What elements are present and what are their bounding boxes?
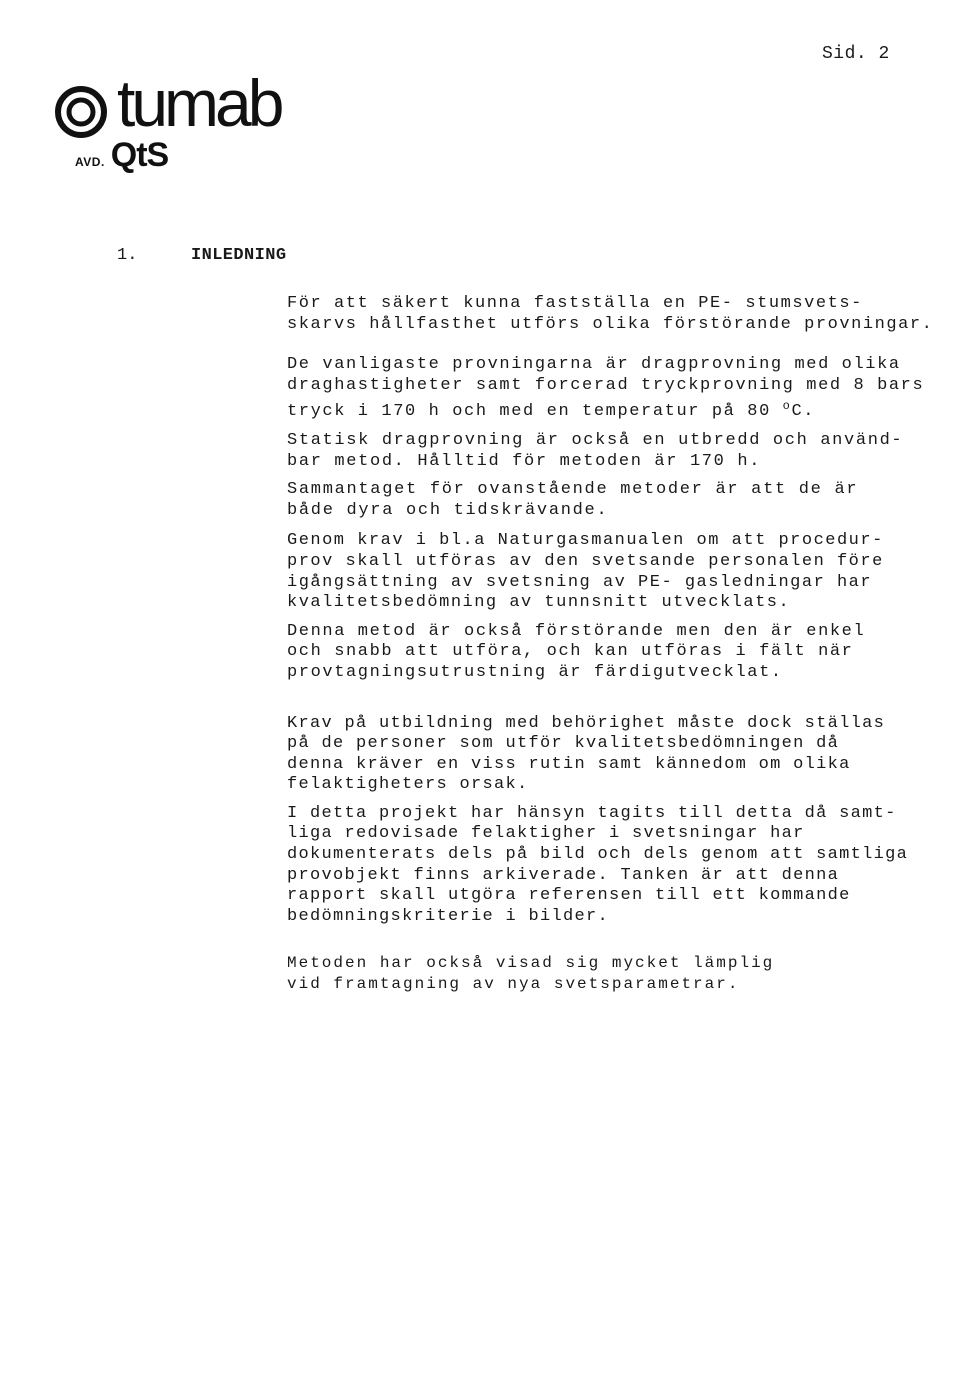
text-line: liga redovisade felaktigher i svetsningar har (287, 824, 805, 844)
text-line (287, 396, 957, 423)
text-line: Genom krav i bl.a Naturgasmanualen om att procedur- (287, 531, 884, 551)
section-heading (117, 246, 286, 265)
paragraph (287, 480, 957, 521)
logo-wordmark: tumab (117, 66, 281, 140)
text-line: igångsättning av svetsning av PE- gasledningar har (287, 572, 873, 592)
logo-subtitle (75, 138, 168, 172)
paragraph (287, 531, 957, 613)
text-line: denna kräver en viss rutin samt kännedom om olika (287, 754, 851, 774)
text-line: på de personer som utför kvalitetsbedömningen då (287, 734, 840, 754)
text-line: Metoden har också visad sig mycket lämplig (287, 954, 775, 973)
logo-qts: QtS (110, 136, 169, 174)
text-line: skarvs hållfasthet utförs olika förstörande provningar. (287, 314, 934, 334)
text-line: bedömningskriterie i bilder. (287, 906, 610, 926)
text-line: dokumenterats dels på bild och dels genom att samtliga (287, 845, 909, 865)
logo-avd: AVD. (75, 155, 105, 169)
section-number: 1. (117, 246, 138, 265)
text-line: Statisk dragprovning är också en utbredd och använd- (287, 430, 904, 450)
text-line: rapport skall utgöra referensen till ett kommande (287, 886, 851, 906)
text-line: både dyra och tidskrävande. (287, 500, 609, 520)
paragraph (287, 714, 957, 796)
text-line: felaktigheters orsak. (287, 775, 529, 795)
unit: C. (791, 402, 816, 422)
company-logo (55, 66, 295, 174)
text-segment: tryck i 170 h och med en temperatur på 80 (287, 402, 783, 422)
text-line: draghastigheter samt forcerad tryckprovning med 8 bars (287, 375, 925, 395)
text-line: Denna metod är också förstörande men den är enkel (287, 621, 866, 641)
text-line: kvalitetsbedömning av tunnsnitt utvecklats. (287, 593, 791, 613)
text-line: Krav på utbildning med behörighet måste dock ställas (287, 713, 886, 733)
text-line: I detta projekt har hänsyn tagits till detta då samt- (287, 803, 897, 823)
paragraph (287, 804, 957, 928)
page-number: Sid. 2 (822, 44, 890, 64)
paragraph (287, 294, 957, 335)
text-line: vid framtagning av nya svetsparametrar. (287, 975, 740, 994)
text-line: provtagningsutrustning är färdigutvecklat. (287, 662, 783, 682)
text-line: Sammantaget för ovanstående metoder är att de är (287, 480, 859, 500)
paragraph (287, 431, 957, 472)
text-line: prov skall utföras av den svetsande personalen före (287, 551, 884, 571)
paragraph (287, 953, 957, 994)
text-line: provobjekt finns arkiverade. Tanken är att denna (287, 865, 840, 885)
circled-r-icon (55, 86, 107, 138)
paragraph (287, 355, 957, 423)
text-line: bar metod. Hålltid för metoden är 170 h. (287, 451, 762, 471)
text-line: De vanligaste provningarna är dragprovning med olika (287, 355, 901, 375)
section-title: INLEDNING (191, 246, 287, 265)
body-text (287, 294, 957, 995)
degree-symbol: o (782, 399, 792, 414)
text-line: och snabb att utföra, och kan utföras i fält när (287, 642, 854, 662)
paragraph (287, 622, 957, 684)
text-line: För att säkert kunna fastställa en PE- stumsvets- (287, 294, 863, 313)
